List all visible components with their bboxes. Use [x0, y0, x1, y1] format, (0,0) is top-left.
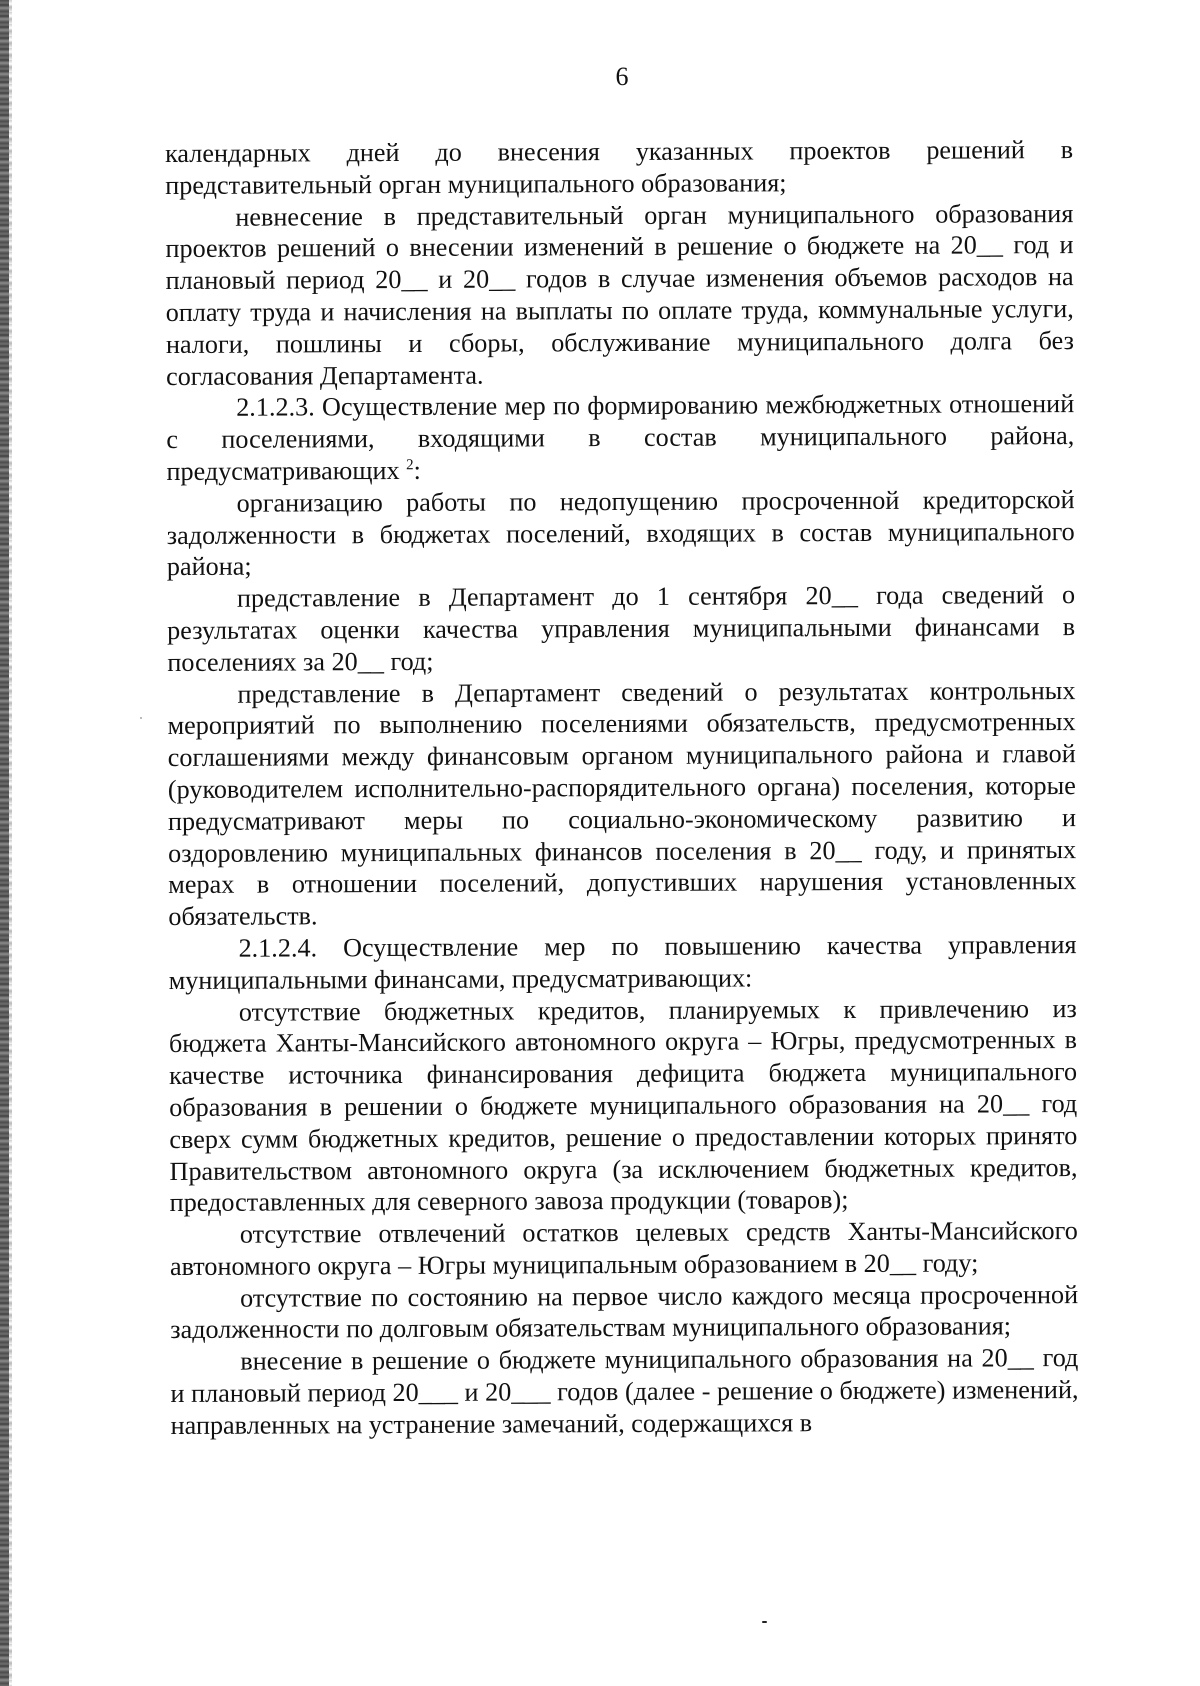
- scan-edge-shadow: [0, 0, 9, 1686]
- paragraph: представление в Департамент до 1 сентября 20__ года сведений о результатах оценки качества управления муниципальными финансами в поселениях за 20__ год;: [167, 580, 1076, 677]
- paragraph: невнесение в представительный орган муниципального образования проектов решений о внесении изменений в решение о бюджете на 20__ год и плановый период 20__ и 20__ годов в случае изменения объемов расходов на оплату труда и начисления на выплаты по оплате труда, коммунальные услуги, налоги, пошлины и сборы, обслуживание муниципального долга без согласования Департамента.: [165, 198, 1074, 391]
- footnote-reference: 2: [406, 457, 414, 474]
- document-body: [165, 134, 1079, 1442]
- paragraph: отсутствие бюджетных кредитов, планируемых к привлечению из бюджета Ханты-Мансийского автономного округа – Югры, предусмотренных в качестве источника финансирования дефицита бюджета муниципального образования в решении о бюджете муниципального образования на 20__ год сверх сумм бюджетных кредитов, решение о предоставлении которых принято Правительством автономного округа (за исключением бюджетных кредитов, предоставленных для северного завоза продукции (товаров);: [168, 993, 1078, 1218]
- paragraph: представление в Департамент сведений о результатах контрольных мероприятий по выполнению поселениями обязательств, предусмотренных соглашениями между финансовым органом муниципального района и главой (руководителем исполнительно-распорядительного органа) поселения, которые предусматривают меры по социально-экономическому развитию и оздоровлению муниципальных финансов поселения в 20__ году, и принятых мерах в отношении поселений, допустивших нарушения установленных обязательств.: [167, 675, 1077, 932]
- page-number: 6: [615, 62, 629, 91]
- paragraph: отсутствие по состоянию на первое число каждого месяца просроченной задолженности по долговым обязательствам муниципального образования;: [170, 1279, 1079, 1345]
- paragraph: [166, 388, 1074, 487]
- paragraph-text: 2.1.2.3. Осуществление мер по формированию межбюджетных отношений с поселениями, входящими в состав муниципального района, предусматривающих: [166, 389, 1075, 486]
- scan-speck: [140, 717, 142, 719]
- paragraph: внесение в решение о бюджете муниципального образования на 20__ год и плановый период 20___ и 20___ годов (далее - решение о бюджете) изменений, направленных на устранение замечаний, содержащихся в: [170, 1343, 1079, 1440]
- paragraph: 2.1.2.4. Осуществление мер по повышению качества управления муниципальными финансами, предусматривающих:: [168, 929, 1077, 995]
- paragraph: организацию работы по недопущению просроченной кредиторской задолженности в бюджетах поселений, входящих в состав муниципального района;: [166, 484, 1075, 582]
- paragraph: календарных дней до внесения указанных проектов решений в представительный орган муниципального образования;: [165, 135, 1074, 200]
- scan-speck: [762, 1621, 767, 1623]
- paragraph: отсутствие отвлечений остатков целевых средств Ханты-Мансийского автономного округа – Югры муниципальным образованием в 20__ году;: [169, 1216, 1078, 1281]
- paragraph-colon: :: [413, 455, 421, 485]
- scan-edge-highlight: [9, 0, 12, 1686]
